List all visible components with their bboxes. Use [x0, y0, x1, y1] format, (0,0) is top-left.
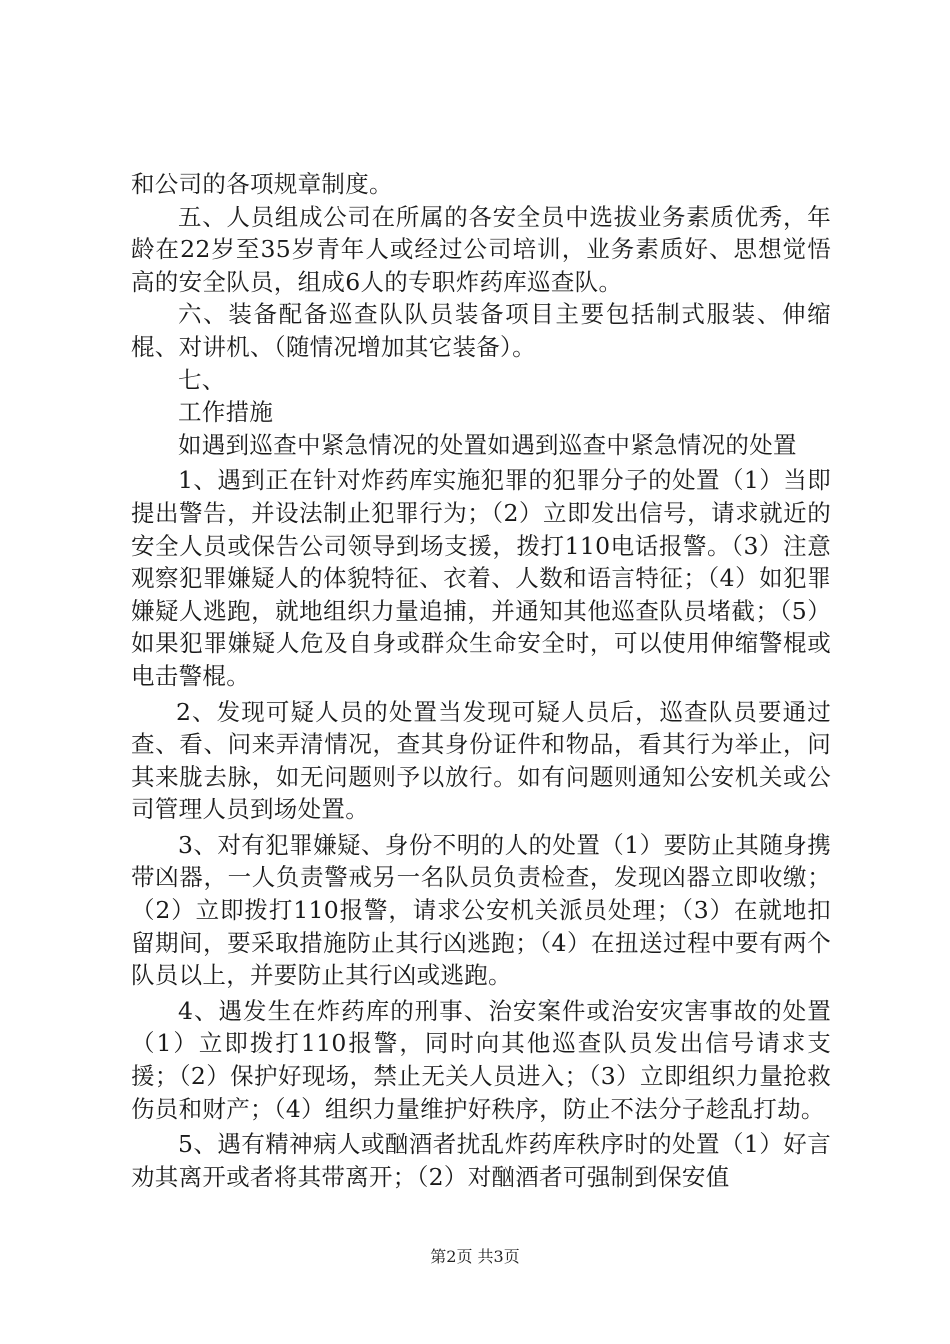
section-heading-work-measures: 工作措施 — [178, 398, 274, 427]
paragraph-item-2: 2、发现可疑人员的处置当发现可疑人员后，巡查队员要通过查、看、问来弄清情况，查其身份证件和物品，看其行为举止，问其来胧去脉，如无问题则予以放行。如有问题则通知公安机关或公司管理人员到场处置。 — [131, 697, 831, 824]
paragraph-item-5: 5、遇有精神病人或酗酒者扰乱炸药库秩序时的处置（1）好言劝其离开或者将其带离开；（2）对酗酒者可强制到保安值 — [131, 1130, 831, 1191]
paragraph-item-1: 1、遇到正在针对炸药库实施犯罪的犯罪分子的处置（1）当即提出警告，并设法制止犯罪行为；（2）立即发出信号，请求就近的安全人员或保告公司领导到场支援，拨打110电话报警。（3）注意观察犯罪嫌疑人的体貌特征、衣着、人数和语言特征；（4）如犯罪嫌疑人逃跑，就地组织力量追捕，并通知其他巡查队员堵截；（5）如果犯罪嫌疑人危及自身或群众生命安全时，可以使用伸缩警棍或电击警棍。 — [131, 466, 831, 690]
page-number-footer: 第2页 共3页 — [430, 1247, 520, 1266]
paragraph-item-3: 3、对有犯罪嫌疑、身份不明的人的处置（1）要防止其随身携带凶器，一人负责警戒另一名队员负责检查，发现凶器立即收缴；（2）立即拨打110报警，请求公安机关派员处理；（3）在就地扣留期间，要采取措施防止其行凶逃跑；（4）在扭送过程中要有两个队员以上，并要防止其行凶或逃跑。 — [131, 830, 831, 990]
document-body — [131, 168, 831, 1193]
paragraph-section-6: 六、装备配备巡查队队员装备项目主要包括制式服装、伸缩棍、对讲机、（随情况增加其它装备）。 — [131, 300, 831, 361]
paragraph-section-5: 五、人员组成公司在所属的各安全员中选拔业务素质优秀，年龄在22岁至35岁青年人或经过公司培训，业务素质好、思想觉悟高的安全队员，组成6人的专职炸药库巡查队。 — [131, 202, 831, 296]
paragraph-continuation: 和公司的各项规章制度。 — [131, 170, 393, 198]
paragraph-emergency-intro: 如遇到巡查中紧急情况的处置如遇到巡查中紧急情况的处置 — [178, 430, 797, 459]
paragraph-item-4: 4、遇发生在炸药库的刑事、治安案件或治安灾害事故的处置（1）立即拨打110报警，同时向其他巡查队员发出信号请求支援；（2）保护好现场，禁止无关人员进入；（3）立即组织力量抢救伤员和财产；（4）组织力量维护好秩序，防止不法分子趁乱打劫。 — [131, 996, 831, 1123]
paragraph-section-7: 七、 — [178, 365, 226, 394]
